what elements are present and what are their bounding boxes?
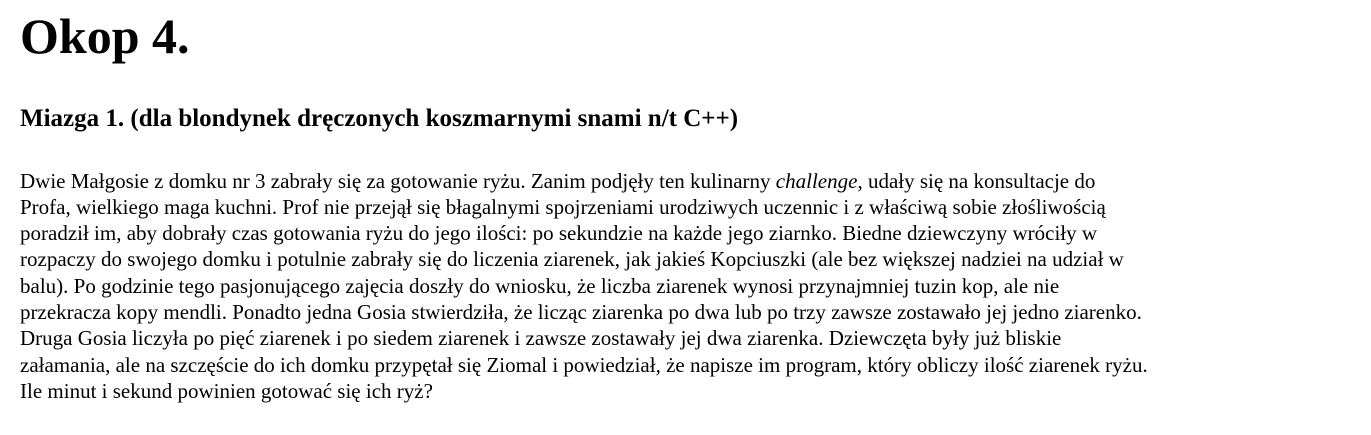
section-heading: Miazga 1. (dla blondynek dręczonych koszmarnymi snami n/t C++) bbox=[20, 104, 739, 132]
paragraph-line-9: Ile minut i sekund powinien gotować się ich ryż? bbox=[20, 378, 433, 403]
challenge-emphasis: challenge bbox=[775, 168, 858, 193]
paragraph-line-7: Druga Gosia liczyła po pięć ziarenek i po siedem ziarenek i zawsze zostawały jej dwa ziarenka. Dziewczęta były już bliskie bbox=[20, 326, 1062, 351]
paragraph-line-1: Dwie Małgosie z domku nr 3 zabrały się za gotowanie ryżu. Zanim podjęły ten kulinarny challenge, udały się na konsultacje do bbox=[20, 168, 1096, 193]
paragraph-line-6: przekracza kopy mendli. Ponadto jedna Gosia stwierdziła, że licząc ziarenka po dwa lub po trzy zawsze zostawało jej jedno ziarenko. bbox=[20, 299, 1142, 324]
paragraph-line-3: poradził im, aby dobrały czas gotowania ryżu do jego ilości: po sekundzie na każde jego ziarnko. Biedne dziewczyny wróciły w bbox=[20, 221, 1098, 246]
problem-paragraph bbox=[20, 168, 1350, 405]
paragraph-line-5: balu). Po godzinie tego pasjonującego zajęcia doszły do wniosku, że liczba ziarenek wynosi przynajmniej tuzin kop, ale nie bbox=[20, 273, 1060, 298]
document-page bbox=[20, 0, 1350, 404]
paragraph-line-2: Profa, wielkiego maga kuchni. Prof nie przejął się błagalnymi spojrzeniami urodziwych uczennic i z właściwą sobie złośliwością bbox=[20, 194, 1106, 219]
page-title: Okop 4. bbox=[20, 8, 190, 64]
paragraph-line-4: rozpaczy do swojego domku i potulnie zabrały się do liczenia ziarenek, jak jakieś Kopciuszki (ale bez większej nadziei na udział w bbox=[20, 247, 1124, 272]
paragraph-line-8: załamania, ale na szczęście do ich domku przypętał się Ziomal i powiedział, że napisze im program, który obliczy ilość ziarenek ryżu. bbox=[20, 352, 1148, 377]
